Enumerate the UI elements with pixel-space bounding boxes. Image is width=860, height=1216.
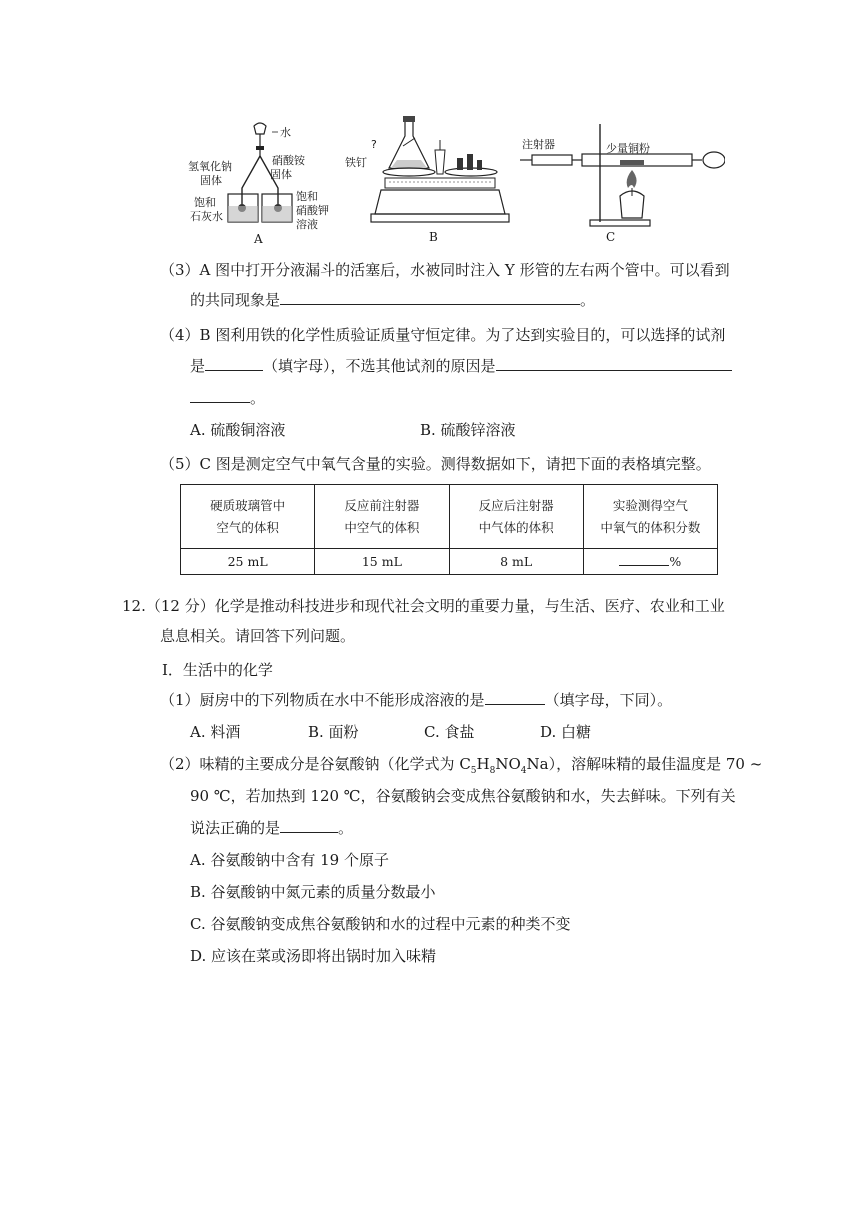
q3-text2: 的共同现象是 (190, 291, 281, 309)
header-cell-tube: 硬质玻璃管中 空气的体积 (181, 485, 315, 549)
q3-line2 (190, 290, 595, 310)
q12-p1-blank[interactable] (485, 690, 545, 705)
q4-line2 (190, 356, 732, 376)
q12-head: 12.（12 分）化学是推动科技进步和现代社会文明的重要力量，与生活、医疗、农业和工业 (122, 597, 725, 615)
label-nail: 铁钉 (345, 156, 367, 169)
q4-reason-blank[interactable] (496, 356, 732, 371)
figure-caption-c: C (606, 230, 616, 244)
label-kno3-3: 溶液 (296, 218, 318, 231)
value-cell-before: 15 mL (315, 549, 449, 575)
table-header-row (181, 485, 718, 549)
label-kno3-2: 硝酸钾 (296, 204, 329, 217)
q12-p2-text1: 味精的主要成分是谷氨酸钠（化学式为 C (199, 755, 471, 773)
q5-line (160, 454, 711, 474)
label-naoh-1: 氢氧化钠 (188, 160, 232, 173)
q12-p1-option-a[interactable]: A. 料酒 (190, 723, 241, 741)
q12-p2-number: （2） (160, 755, 200, 773)
q4-text1: B 图利用铁的化学性质验证质量守恒定律。为了达到实验目的，可以选择的试剂 (199, 326, 726, 344)
formula-sub-5: 5 (470, 766, 477, 776)
q12-p2-end: 。 (338, 819, 354, 837)
header-cell-before: 反应前注射器 中空气的体积 (315, 485, 449, 549)
balance-apparatus (345, 110, 515, 228)
figure-a (190, 118, 330, 248)
figure-c (520, 120, 725, 248)
q4-option-b[interactable]: B. 硫酸锌溶液 (420, 421, 516, 439)
label-nh4no3-2: 固体 (270, 168, 292, 181)
q12-p1-number: （1） (160, 691, 200, 709)
q12-p1-option-b[interactable]: B. 面粉 (308, 723, 359, 741)
header-cell-after: 反应后注射器 中气体的体积 (449, 485, 583, 549)
label-lime-1: 饱和 (194, 196, 216, 209)
value-cell-fraction: % (583, 549, 717, 575)
figure-caption-a: A (254, 232, 263, 246)
q12-p1-option-d[interactable]: D. 白糖 (540, 723, 592, 741)
label-syringe: 注射器 (522, 138, 555, 151)
q4-number: （4） (160, 326, 200, 344)
figure-b (345, 110, 515, 248)
label-water: 水 (280, 126, 291, 139)
q3-line1 (160, 260, 730, 280)
q5-text: C 图是测定空气中氧气含量的实验。测得数据如下，请把下面的表格填完整。 (199, 455, 711, 473)
q12-p2-option-d[interactable]: D. 应该在菜或汤即将出锅时加入味精 (190, 947, 437, 965)
q12-p2-line2: 90 ℃，若加热到 120 ℃，谷氨酸钠会变成焦谷氨酸钠和水，失去鲜味。下列有关 (190, 787, 736, 805)
table-value-row (181, 549, 718, 575)
q12-p1-line (160, 690, 672, 710)
q3-text1: A 图中打开分液漏斗的活塞后，水被同时注入 Y 形管的左右两个管中。可以看到 (199, 261, 730, 279)
q12-p1-text: 厨房中的下列物质在水中不能形成溶液的是 (199, 691, 485, 709)
label-kno3-1: 饱和 (296, 190, 318, 203)
label-naoh-2: 固体 (200, 174, 222, 187)
label-lime-2: 石灰水 (190, 210, 223, 223)
q12-p2-blank[interactable] (280, 818, 338, 833)
q12-p1-post: （填字母，下同）。 (544, 691, 673, 709)
q12-line2: 息息相关。请回答下列问题。 (160, 627, 356, 645)
q4-line1 (160, 325, 725, 345)
header-cell-fraction: 实验测得空气 中氧气的体积分数 (583, 485, 717, 549)
q4-text2-pre: 是 (190, 357, 206, 375)
q12-section-title: Ⅰ．生活中的化学 (162, 661, 273, 679)
q12-p2-option-b[interactable]: B. 谷氨酸钠中氮元素的质量分数最小 (190, 883, 436, 901)
q5-number: （5） (160, 455, 200, 473)
fraction-answer-blank[interactable] (619, 553, 669, 566)
label-nh4no3-1: 硝酸铵 (272, 154, 305, 167)
q4-reagent-blank[interactable] (205, 356, 263, 371)
q4-end: 。 (250, 389, 266, 407)
label-q: ? (371, 138, 377, 151)
q12-p2-option-c[interactable]: C. 谷氨酸钠变成焦谷氨酸钠和水的过程中元素的种类不变 (190, 915, 571, 933)
q12-p2-line1: （2）味精的主要成分是谷氨酸钠（化学式为 $C_5H_8NO_4Na$），溶解味精的最佳温度是 70 ~ (160, 755, 763, 776)
figure-caption-b: B (429, 230, 438, 244)
q12-p2-text3: 说法正确的是 (190, 819, 281, 837)
q3-answer-blank[interactable] (280, 290, 580, 305)
q4-option-a[interactable]: A. 硫酸铜溶液 (190, 421, 286, 439)
q4-reason-blank-cont[interactable] (190, 388, 250, 403)
q3-end: 。 (580, 291, 596, 309)
q12-p1-option-c[interactable]: C. 食盐 (424, 723, 475, 741)
q3-number: （3） (160, 261, 200, 279)
value-cell-tube: 25 mL (181, 549, 315, 575)
oxygen-data-table (180, 484, 718, 575)
q4-text2-mid: （填字母），不选其他试剂的原因是 (263, 357, 496, 375)
q12-p2-option-a[interactable]: A. 谷氨酸钠中含有 19 个原子 (190, 851, 389, 869)
q4-line3 (190, 388, 265, 408)
q12-p2-text1b: Na），溶解味精的最佳温度是 70 ~ (526, 755, 763, 773)
label-copper: 少量铜粉 (606, 142, 650, 155)
q12-p2-line3 (190, 818, 353, 838)
value-cell-after: 8 mL (449, 549, 583, 575)
